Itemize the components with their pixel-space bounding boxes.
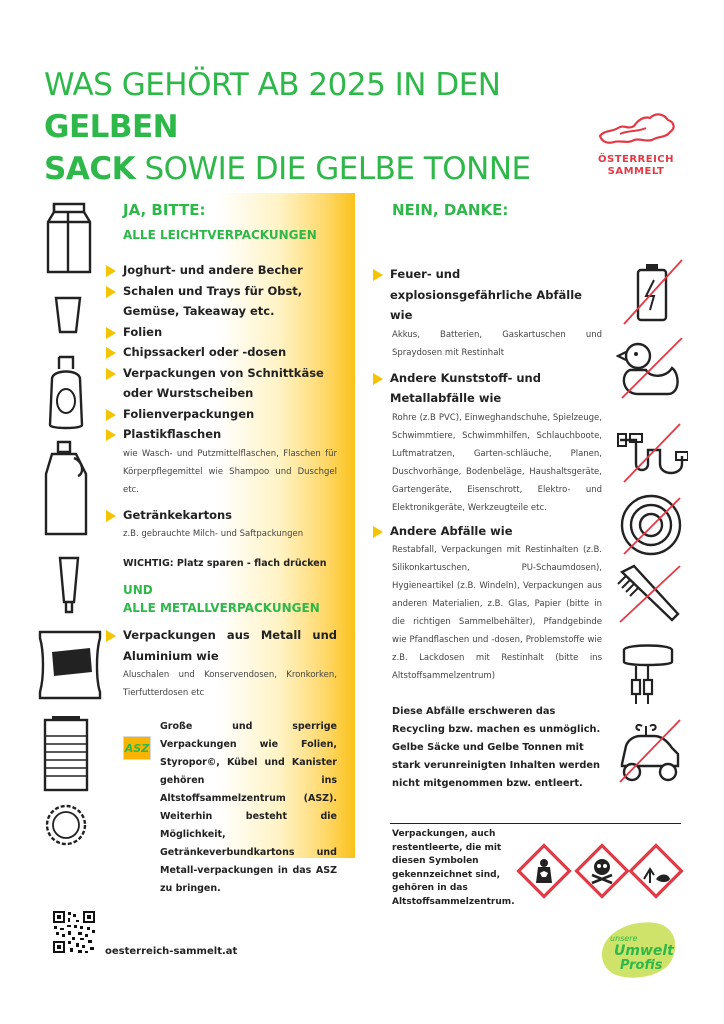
symbols-note: Verpackungen, auch restentleerte, die mit diesen Symbolen gekennzeichnet sind, gehören in das Altstoffsammelzentrum. [392,829,515,907]
tin-can-icon [42,716,90,794]
profis-text-1: unsere [610,934,638,943]
website-link[interactable]: oesterreich-sammelt.at [105,946,238,957]
list-item: Schalen und Trays für Obst, Gemüse, Takeaway etc. [105,281,337,322]
battery-icon [620,258,686,326]
list-item: Joghurt- und andere Becher [105,260,337,281]
profis-text-3: Profis [620,958,663,973]
yoghurt-cup-icon [54,294,82,334]
austria-map-icon [594,108,678,148]
yes-heading: JA, BITTE: [123,201,206,219]
toothbrush-icon [616,562,684,626]
qr-code-icon[interactable] [52,910,96,954]
toxic-skull-symbol-icon [574,843,630,899]
list-item: Folienverpackungen [105,404,337,425]
metal-heading-and: UND [123,583,153,597]
plastic-detail: wie Wasch- und Putzmittelflaschen, Flaschen für Körperpflegemittel wie Shampoo und Duschgel etc. [123,448,337,495]
list-item: Getränkekartons [105,505,337,526]
asz-badge: ASZ [123,736,151,760]
list-item: Folien [105,322,337,343]
page-title: WAS GEHÖRT AB 2025 IN DEN GELBEN SACK SOWIE DIE GELBE TONNE [44,67,531,187]
metal-detail: Aluschalen und Konservendosen, Kronkorken, Tierfutterdosen etc [123,670,337,698]
profis-text-2: Umwelt [614,943,674,959]
plastic-metal-detail: Rohre (z.B PVC), Einweghandschuhe, Spielzeuge, Schwimmtiere, Schwimmhilfen, Schlauchboote, Luftmatratzen, Garten-schläuche, Planen, Duschvorhänge, Bodenbeläge, Haushaltsgeräte, Gartengeräte, Eisenschrott, Elektro- und Elektronikgeräte, Werkzeugteile etc. [392,412,602,513]
shampoo-bottle-icon [48,355,84,431]
other-waste-detail: Restabfall, Verpackungen mit Restinhalten (z.B. Silikonkartuschen, PU-Schaumdosen), Hygieneartikel (z.B. Windeln), Verpackungen aus anderen Materialien, z.B. Glas, Papier (bitte in die richtigen Sammelbehälter), Pfandgebinde wie Pfandflaschen und -dosen, Problemstoffe wie z.B. Lackdosen mit Restinhalt (bitte ins Altstoffsammelzentrum) [392,545,602,681]
garden-hose-icon [618,492,684,558]
list-item: Feuer- und explosionsgefährliche Abfälle wie [372,264,602,326]
pipe-icon [616,420,688,484]
tube-icon [58,556,80,614]
list-item: Chipssackerl oder -dosen [105,342,337,363]
packaging-subheading: ALLE LEICHTVERPACKUNGEN [123,228,317,242]
rubber-duck-icon [616,338,686,400]
no-heading: NEIN, DANKE: [392,201,509,219]
chips-bag-icon [38,628,102,702]
carton-detail: z.B. gebrauchte Milch- und Saftpackungen [123,529,304,539]
yes-list [105,260,337,445]
umwelt-profis-logo [598,917,680,981]
asz-note: ASZ Große und sperrige Verpackungen wie Folien, Styropor©, Kübel und Kanister gehören ins Altstoffsammelzentrum (ASZ). Weiterhin besteht die Möglichkeit, Getränkeverbundkartons und Metall-verpackungen in das ASZ zu bringen. [124,721,337,894]
milk-carton-icon [46,198,92,276]
list-item: Verpackungen aus Metall und Aluminium wie [105,625,337,666]
important-note: WICHTIG: Platz sparen - flach drücken [123,558,327,569]
list-item: Verpackungen von Schnittkäse oder Wurstscheiben [105,363,337,404]
no-column [372,200,602,793]
yes-column [105,200,337,898]
metal-heading: ALLE METALLVERPACKUNGEN [123,601,320,615]
detergent-bottle-icon [42,440,90,540]
environment-hazard-symbol-icon [628,843,684,899]
toy-car-icon [616,716,684,784]
list-item: Andere Abfälle wie [372,521,602,542]
hazard-detail: Akkus, Batterien, Gaskartuschen und Spraydosen mit Restinhalt [392,329,602,358]
list-item: Andere Kunststoff- und Metallabfälle wie [372,368,602,409]
mixer-icon [618,640,678,708]
divider [390,823,681,824]
list-item: Plastikflaschen [105,424,337,445]
warning-text: Diese Abfälle erschweren das Recycling bzw. machen es unmöglich. Gelbe Säcke und Gelbe Tonnen mit stark verunreinigten Inhalten werden nicht mitgenommen bzw. entleert. [392,706,601,789]
bottle-cap-icon [44,803,88,847]
health-hazard-symbol-icon [516,843,572,899]
oesterreich-sammelt-logo: ÖSTERREICH SAMMELT [586,108,686,178]
